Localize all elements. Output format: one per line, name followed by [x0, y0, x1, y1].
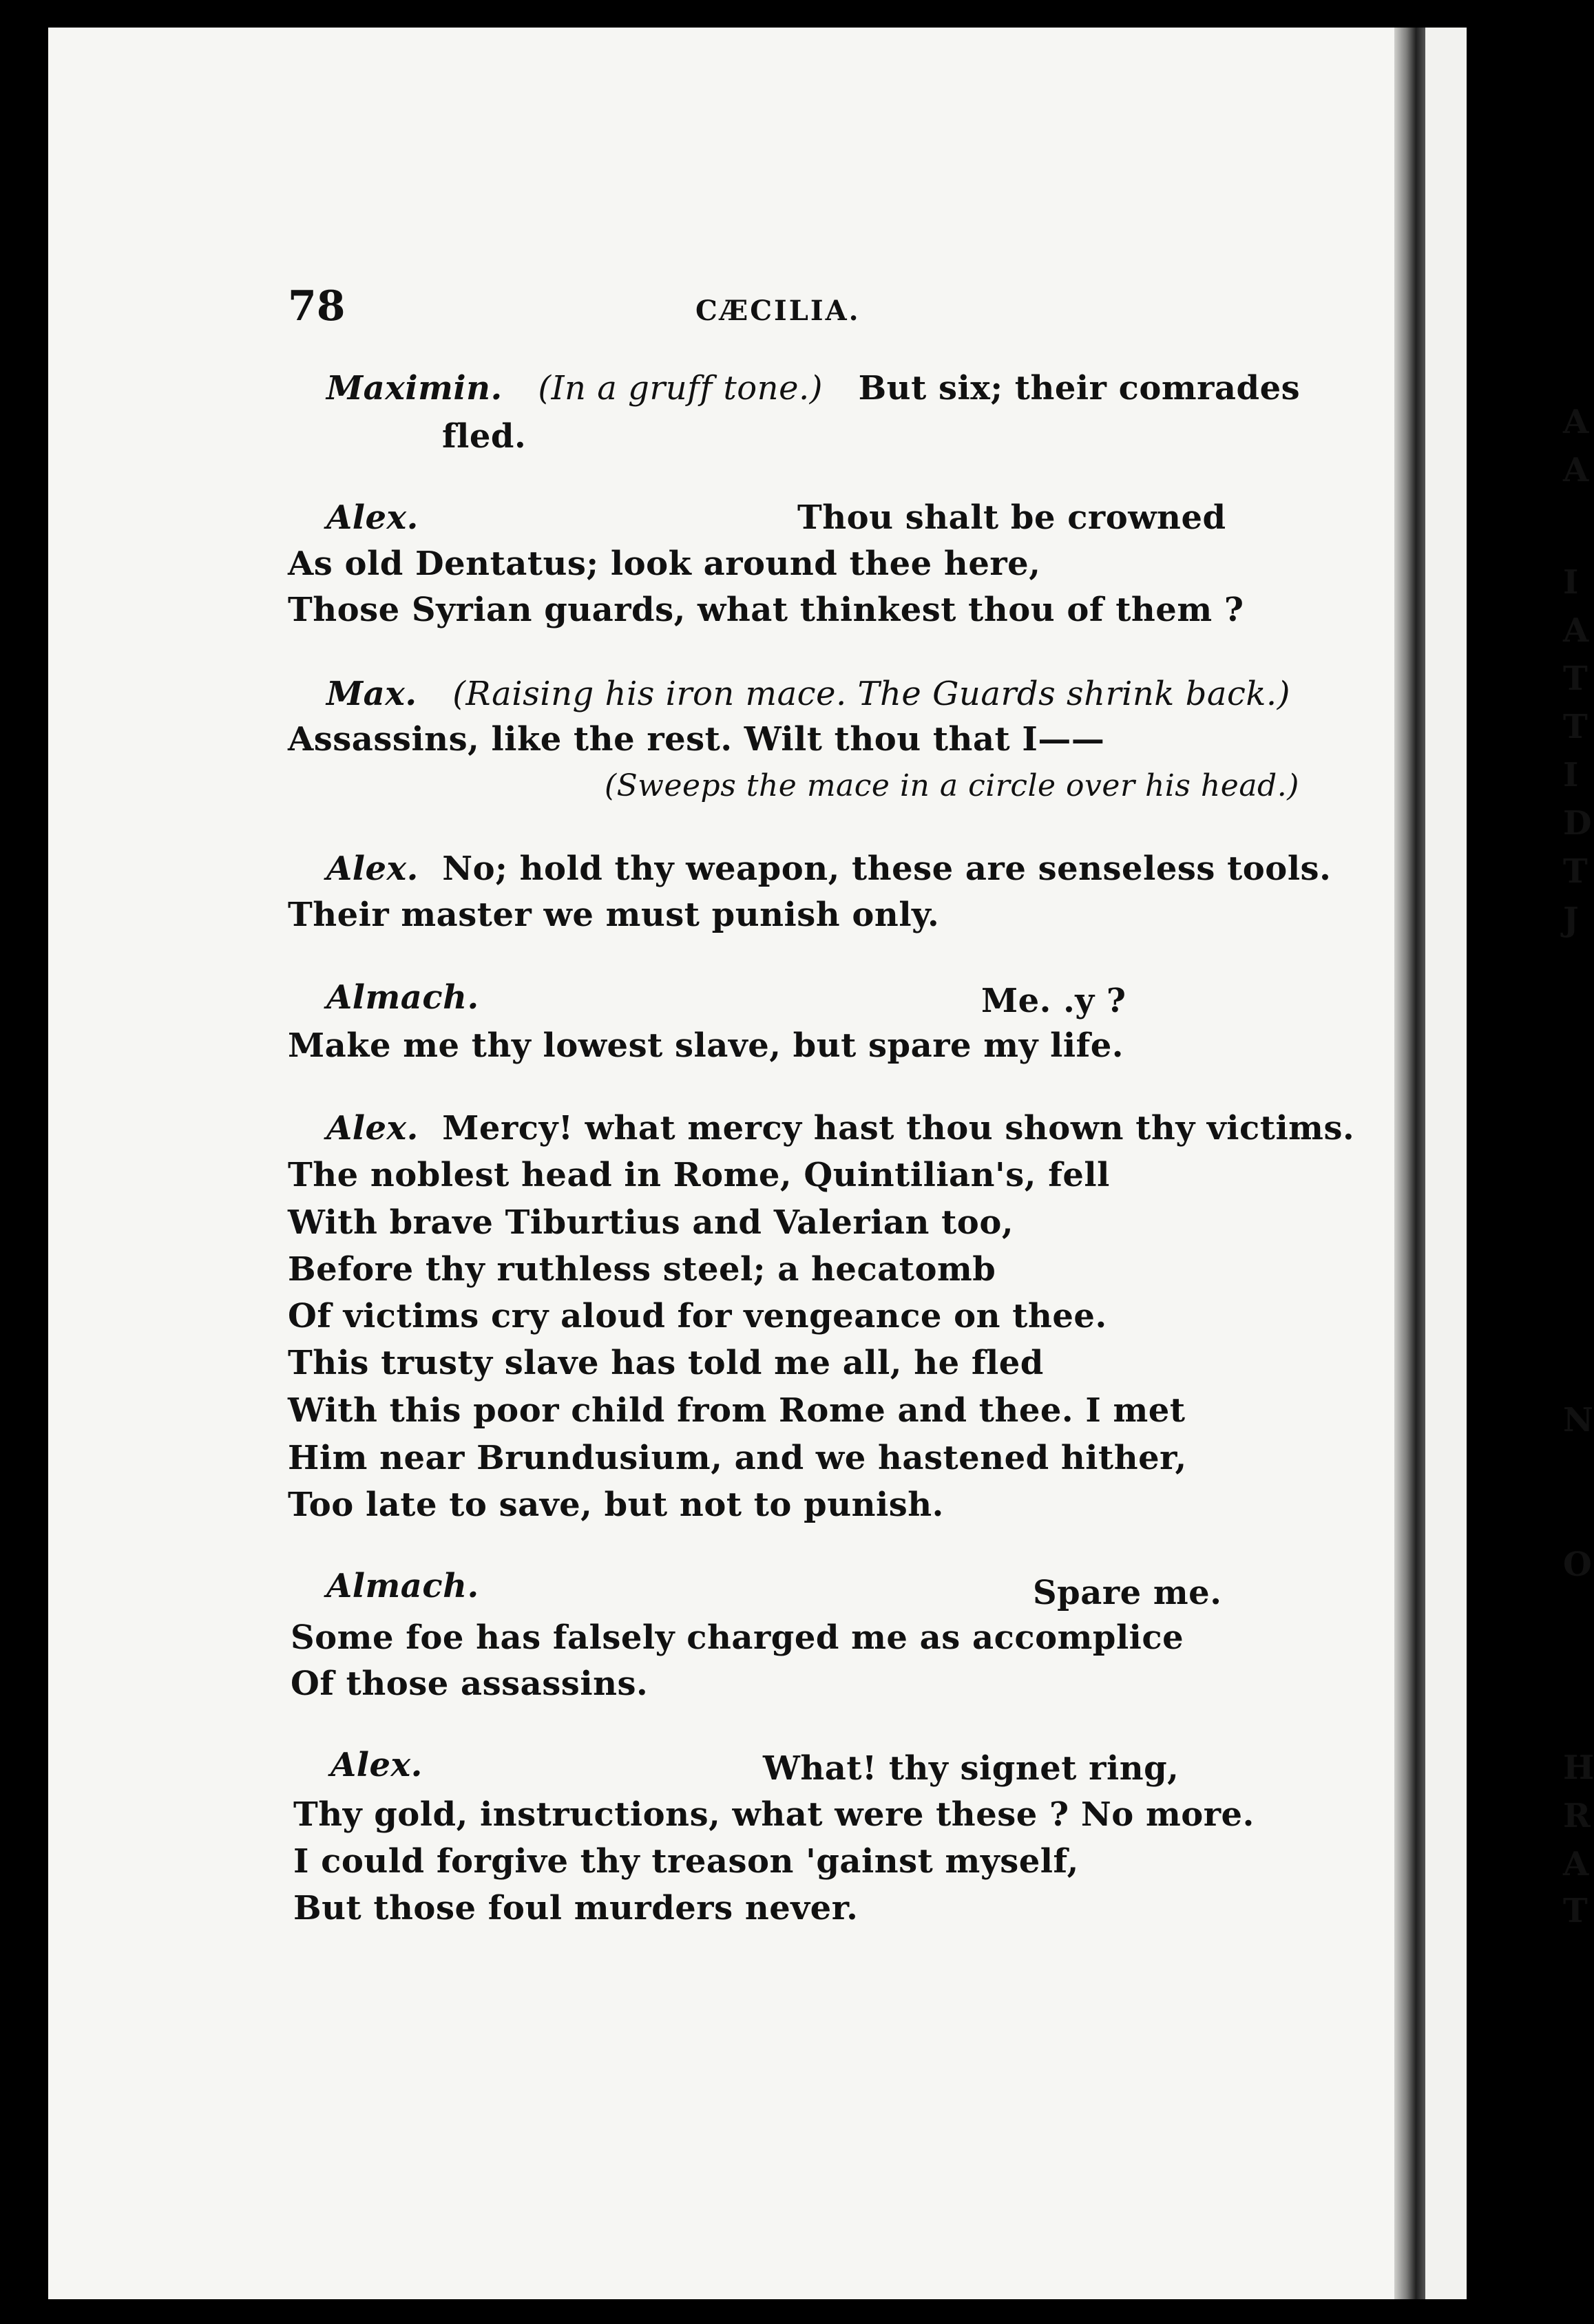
text-line: [326, 498, 419, 537]
text-line: [293, 1842, 1079, 1881]
verse-text: Spare me.: [1033, 1574, 1222, 1612]
verse-text: Me. .y ?: [981, 982, 1126, 1020]
text-line: [288, 1486, 944, 1524]
text-line: [326, 1567, 479, 1605]
edge-letter: J: [1563, 900, 1579, 939]
verse-text: Of victims cry aloud for vengeance on thee.: [288, 1297, 1107, 1335]
speaker-name: Alex.: [326, 498, 419, 537]
text-line: [288, 896, 940, 934]
speaker-name: Maximin.: [326, 369, 503, 408]
stage-direction: (Raising his iron mace. The Guards shrink back.): [452, 675, 1290, 713]
text-line: [288, 1156, 1110, 1194]
verse-text: Before thy ruthless steel; a hecatomb: [288, 1250, 996, 1289]
text-line: [288, 545, 1041, 583]
verse-text: Of those assassins.: [291, 1665, 649, 1703]
verse-text: Assassins, like the rest. Wilt thou that I——: [288, 720, 1105, 759]
edge-letter: T: [1563, 1892, 1588, 1930]
verse-text: No; hold thy weapon, these are senseless tools.: [442, 849, 1332, 888]
edge-letter: A: [1563, 403, 1589, 441]
text-line: [442, 417, 527, 456]
speaker-name: Almach.: [326, 978, 479, 1017]
verse-text: Too late to save, but not to punish.: [288, 1486, 944, 1524]
speaker-name: Almach.: [326, 1567, 479, 1605]
text-line: [288, 1391, 1186, 1430]
text-line: [797, 498, 1226, 537]
text-line: [291, 1665, 649, 1703]
text-line: [326, 849, 1332, 888]
edge-letter: I: [1563, 563, 1579, 602]
right-page-edge: [1425, 28, 1467, 2299]
text-line: [763, 1749, 1179, 1788]
text-line: [981, 982, 1126, 1020]
verse-text: What! thy signet ring,: [763, 1749, 1179, 1788]
text-line: [288, 1250, 996, 1289]
text-line: [288, 1297, 1107, 1335]
verse-text: Thy gold, instructions, what were these ? No more.: [293, 1795, 1255, 1834]
edge-letter: A: [1563, 611, 1589, 650]
edge-letter: N: [1563, 1401, 1593, 1439]
text-line: [1033, 1574, 1222, 1612]
edge-letter: H: [1563, 1749, 1594, 1787]
verse-text: I could forgive thy treason 'gainst myself,: [293, 1842, 1079, 1881]
text-line: [293, 1889, 859, 1927]
text-line: [291, 1618, 1184, 1657]
running-title: CÆCILIA.: [695, 295, 861, 327]
verse-text: Their master we must punish only.: [288, 896, 940, 934]
text-line: [288, 1203, 1014, 1242]
edge-letter: A: [1563, 451, 1589, 489]
book-gutter: [1394, 28, 1425, 2299]
stage-direction: (Sweeps the mace in a circle over his head.): [605, 768, 1299, 803]
text-line: [326, 369, 1301, 408]
page-number: 78: [288, 282, 346, 330]
verse-text: Mercy! what mercy hast thou shown thy victims.: [442, 1109, 1355, 1148]
speaker-name: Alex.: [326, 1109, 419, 1148]
verse-text: With brave Tiburtius and Valerian too,: [288, 1203, 1014, 1242]
verse-text: Some foe has falsely charged me as accomplice: [291, 1618, 1184, 1657]
edge-letter: I: [1563, 756, 1579, 794]
text-line: [288, 720, 1105, 759]
edge-letter: T: [1563, 659, 1588, 698]
text-line: [293, 1795, 1255, 1834]
text-line: [288, 1346, 1044, 1380]
edge-letter: R: [1563, 1797, 1591, 1835]
text-line: [331, 1746, 423, 1784]
speaker-name: Max.: [326, 675, 417, 713]
verse-text: fled.: [442, 417, 527, 456]
verse-text: Thou shalt be crowned: [797, 498, 1226, 537]
stage-direction: (In a gruff tone.): [538, 369, 823, 408]
text-line: [326, 675, 1290, 713]
verse-text: This trusty slave has told me all, he fled: [288, 1344, 1044, 1382]
verse-text: As old Dentatus; look around thee here,: [288, 545, 1041, 583]
verse-text: Those Syrian guards, what thinkest thou of them ?: [288, 591, 1244, 629]
verse-text: Him near Brundusium, and we hastened hither,: [288, 1439, 1187, 1477]
edge-letter: O: [1563, 1545, 1592, 1584]
text-line: [288, 1026, 1124, 1065]
speaker-name: Alex.: [326, 849, 419, 888]
edge-letter: T: [1563, 852, 1588, 891]
edge-letter: D: [1563, 804, 1592, 843]
verse-text: But six; their comrades: [858, 369, 1301, 408]
edge-letter: T: [1563, 708, 1588, 746]
text-line: [326, 978, 479, 1017]
verse-text: Make me thy lowest slave, but spare my life.: [288, 1026, 1124, 1065]
text-line: [288, 591, 1244, 629]
edge-letter: A: [1563, 1845, 1589, 1883]
verse-text: The noblest head in Rome, Quintilian's, fell: [288, 1156, 1110, 1194]
speaker-name: Alex.: [331, 1746, 423, 1784]
text-line: [288, 1441, 1187, 1475]
text-line: [326, 1109, 1355, 1148]
verse-text: But those foul murders never.: [293, 1889, 859, 1927]
verse-text: With this poor child from Rome and thee. I met: [288, 1391, 1186, 1430]
